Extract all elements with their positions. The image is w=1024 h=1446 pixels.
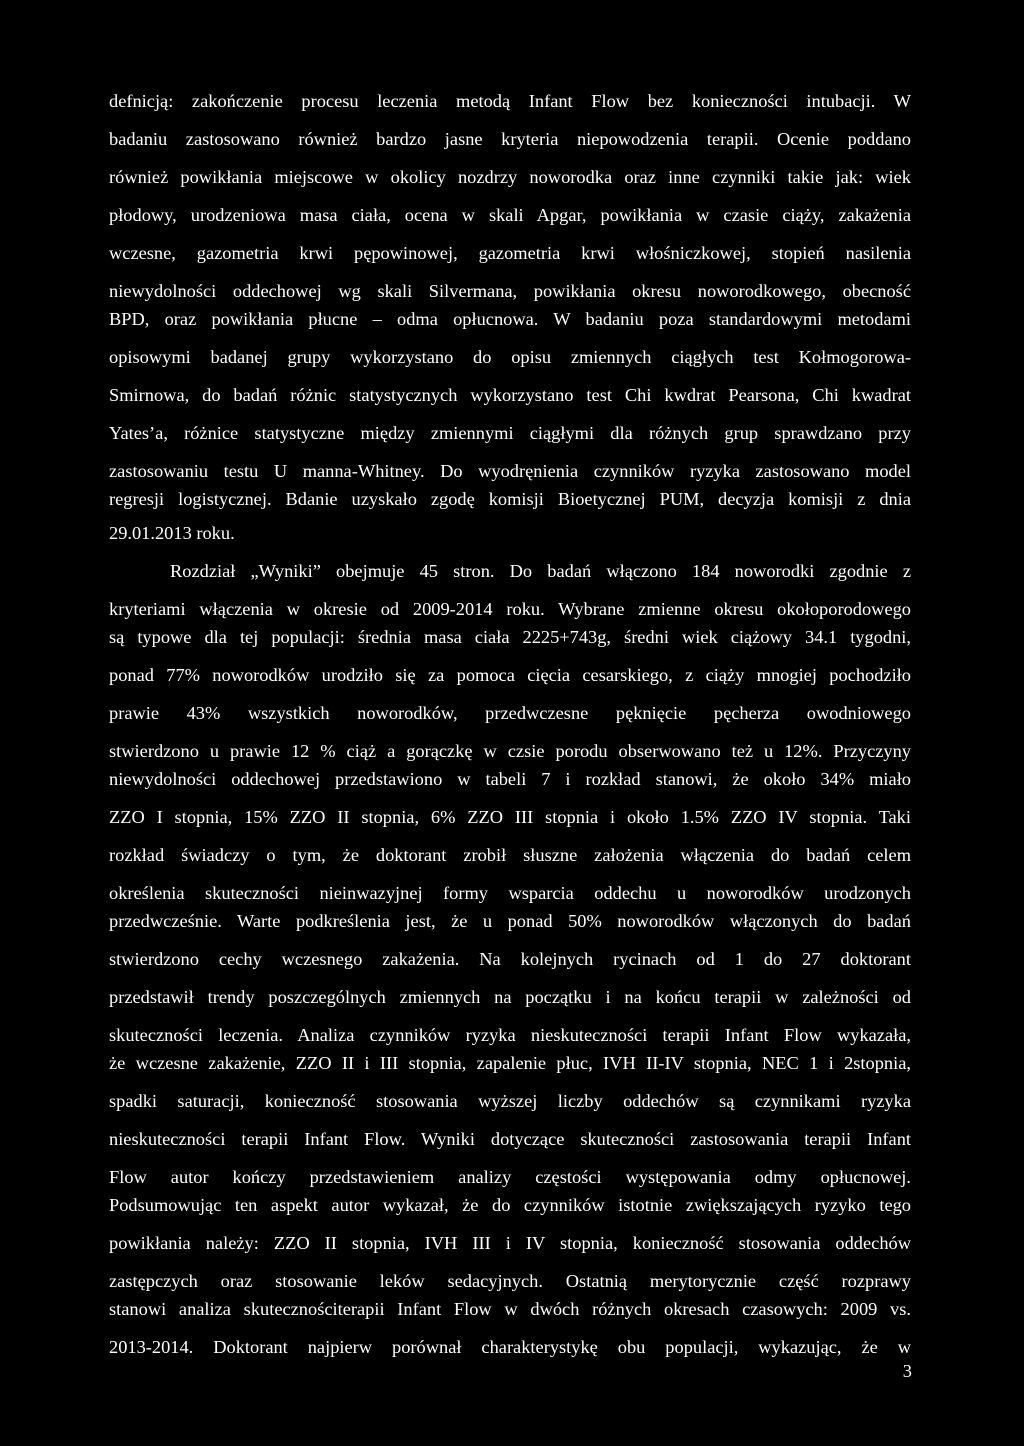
- text-line: 2013-2014. Doktorant najpierw porównał charakterystykę obu populacji, wykazując, że w: [109, 1337, 911, 1357]
- text-line: Yates’a, różnice statystyczne między zmiennymi ciągłymi dla różnych grup sprawdzano przy: [109, 423, 911, 443]
- text-line: badaniu zastosowano również bardzo jasne kryteria niepowodzenia terapii. Ocenie poddano: [109, 129, 911, 149]
- text-line: że wczesne zakażenie, ZZO II i III stopnia, zapalenie płuc, IVH II-IV stopnia, NEC 1 i 2stopnia,: [109, 1053, 911, 1073]
- text-line: zastępczych oraz stosowanie leków sedacyjnych. Ostatnią merytorycznie część rozprawy: [109, 1271, 911, 1291]
- text-line: Podsumowując ten aspekt autor wykazał, że do czynników istotnie zwiększających ryzyko tego: [109, 1195, 911, 1215]
- text-line: defnicją: zakończenie procesu leczenia metodą Infant Flow bez konieczności intubacji. W: [109, 91, 911, 111]
- text-line: nieskuteczności terapii Infant Flow. Wyniki dotyczące skuteczności zastosowania terapii Infant: [109, 1129, 911, 1149]
- text-line: są typowe dla tej populacji: średnia masa ciała 2225+743g, średni wiek ciążowy 34.1 tygodni,: [109, 627, 911, 647]
- text-line: stwierdzono u prawie 12 % ciąż a gorączkę w czsie porodu obserwowano też u 12%. Przyczyny: [109, 741, 911, 761]
- text-line: stanowi analiza skutecznościterapii Infant Flow w dwóch różnych okresach czasowych: 2009 vs.: [109, 1299, 911, 1319]
- text-line: ponad 77% noworodków urodziło się za pomoca cięcia cesarskiego, z ciąży mnogiej pochodziło: [109, 665, 911, 685]
- text-line: BPD, oraz powikłania płucne – odma opłucnowa. W badaniu poza standardowymi metodami: [109, 309, 911, 329]
- text-line: przedstawił trendy poszczególnych zmiennych na początku i na końcu terapii w zależności od: [109, 987, 911, 1007]
- text-line: zastosowaniu testu U manna-Whitney. Do wyodręnienia czynników ryzyka zastosowano model: [109, 461, 911, 481]
- text-line: przedwcześnie. Warte podkreślenia jest, że u ponad 50% noworodków włączonych do badań: [109, 911, 911, 931]
- text-line: płodowy, urodzeniowa masa ciała, ocena w skali Apgar, powikłania w czasie ciąży, zakażenia: [109, 205, 911, 225]
- text-line: prawie 43% wszystkich noworodków, przedwczesne pęknięcie pęcherza owodniowego: [109, 703, 911, 723]
- text-line: spadki saturacji, konieczność stosowania wyższej liczby oddechów są czynnikami ryzyka: [109, 1091, 911, 1111]
- paragraph-first-line: Rozdział „Wyniki” obejmuje 45 stron. Do badań włączono 184 noworodki zgodnie z: [170, 561, 911, 581]
- text-line: kryteriami włączenia w okresie od 2009-2014 roku. Wybrane zmienne okresu okołoporodowego: [109, 599, 911, 619]
- text-line: stwierdzono cechy wczesnego zakażenia. Na kolejnych rycinach od 1 do 27 doktorant: [109, 949, 911, 969]
- text-line: ZZO I stopnia, 15% ZZO II stopnia, 6% ZZO III stopnia i około 1.5% ZZO IV stopnia. Taki: [109, 807, 911, 827]
- page-number: 3: [902, 1361, 912, 1381]
- text-line: niewydolności oddechowej wg skali Silvermana, powikłania okresu noworodkowego, obecność: [109, 281, 911, 301]
- text-line: niewydolności oddechowej przedstawiono w tabeli 7 i rozkład stanowi, że około 34% miało: [109, 769, 911, 789]
- text-line: Smirnowa, do badań różnic statystycznych wykorzystano test Chi kwdrat Pearsona, Chi kwadrat: [109, 385, 911, 405]
- text-line: Flow autor kończy przedstawieniem analizy częstości występowania odmy opłucnowej.: [109, 1167, 911, 1187]
- text-line: również powikłania miejscowe w okolicy nozdrzy noworodka oraz inne czynniki takie jak: wiek: [109, 167, 911, 187]
- text-line: wczesne, gazometria krwi pępowinowej, gazometria krwi włośniczkowej, stopień nasilenia: [109, 243, 911, 263]
- text-line: 29.01.2013 roku.: [109, 523, 235, 543]
- text-line: określenia skuteczności nieinwazyjnej formy wsparcia oddechu u noworodków urodzonych: [109, 883, 911, 903]
- text-line: regresji logistycznej. Bdanie uzyskało zgodę komisji Bioetycznej PUM, decyzja komisji z dnia: [109, 489, 911, 509]
- text-line: opisowymi badanej grupy wykorzystano do opisu zmiennych ciągłych test Kołmogorowa-: [109, 347, 911, 367]
- text-line: rozkład świadczy o tym, że doktorant zrobił słuszne założenia włączenia do badań celem: [109, 845, 911, 865]
- text-line: powikłania należy: ZZO II stopnia, IVH III i IV stopnia, konieczność stosowania oddechów: [109, 1233, 911, 1253]
- text-line: skuteczności leczenia. Analiza czynników ryzyka nieskuteczności terapii Infant Flow wykazała,: [109, 1025, 911, 1045]
